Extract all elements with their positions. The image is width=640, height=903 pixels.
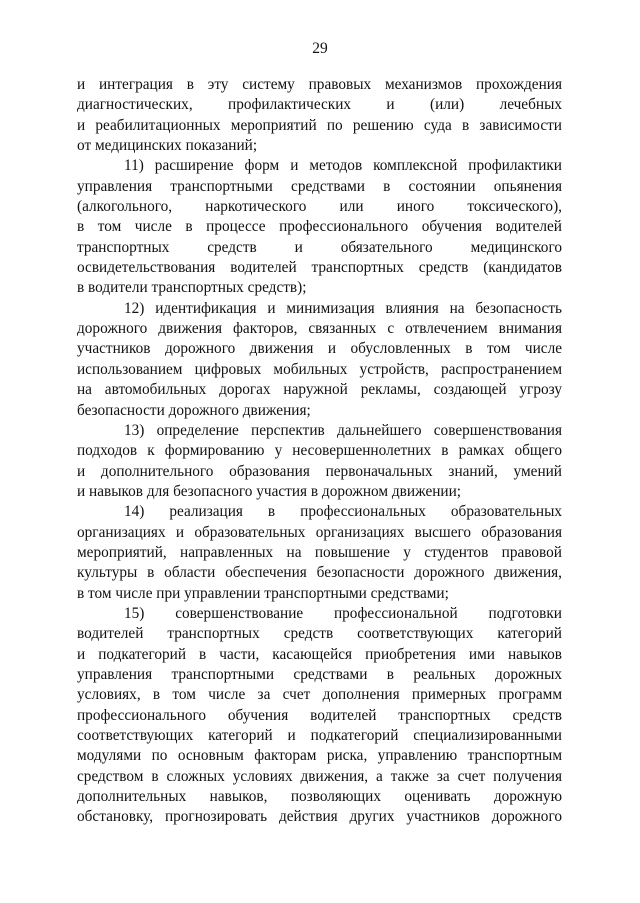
paragraph — [77, 502, 562, 604]
paragraph — [77, 75, 562, 156]
text-line: освидетельствования водителей транспортных средств (кандидатов — [77, 259, 562, 277]
text-line: и навыков для безопасного участия в дорожном движении; — [77, 482, 462, 500]
text-line: подходов к формированию у несовершеннолетних в рамках общего — [77, 442, 562, 460]
text-line: условиях, в том числе за счет дополнения примерных программ — [77, 686, 562, 704]
text-line: дополнительных навыков, позволяющих оценивать дорожную — [77, 788, 562, 806]
text-line: в том числе в процессе профессионального обучения водителей — [77, 218, 562, 236]
body-text — [77, 75, 562, 828]
text-line: безопасности дорожного движения; — [77, 401, 311, 419]
text-line: 13) определение перспектив дальнейшего совершенствования — [124, 421, 562, 439]
text-line: участников дорожного движения и обусловленных в том числе — [77, 340, 562, 358]
page-number: 29 — [312, 40, 328, 57]
text-line: в том числе при управлении транспортными средствами; — [77, 584, 449, 602]
text-line: 14) реализация в профессиональных образовательных — [124, 503, 562, 521]
text-line: 12) идентификация и минимизация влияния на безопасность — [124, 299, 562, 317]
text-line: и интеграция в эту систему правовых механизмов прохождения — [77, 76, 562, 93]
text-line: управления транспортными средствами в реальных дорожных — [77, 665, 562, 683]
text-line: соответствующих категорий и подкатегорий специализированными — [77, 727, 562, 744]
text-line: на автомобильных дорогах наружной рекламы, создающей угрозу — [77, 381, 562, 399]
text-line: мероприятий, направленных на повышение у студентов правовой — [77, 543, 562, 561]
text-line: диагностических, профилактических и (или) лечебных — [77, 96, 562, 114]
paragraph — [77, 421, 562, 502]
text-line: водителей транспортных средств соответствующих категорий — [77, 625, 562, 643]
paragraph — [77, 156, 562, 298]
text-line: профессионального обучения водителей транспортных средств — [77, 706, 562, 724]
text-line: транспортных средств и обязательного медицинского — [77, 238, 562, 256]
text-line: и дополнительного образования первоначальных знаний, умений — [77, 462, 562, 480]
text-line: обстановку, прогнозировать действия других участников дорожного — [77, 808, 562, 826]
text-line: использованием цифровых мобильных устройств, распространением — [77, 360, 562, 378]
text-line: дорожного движения факторов, связанных с отвлечением внимания — [77, 320, 562, 338]
text-line: 15) совершенствование профессиональной подготовки — [124, 604, 562, 622]
text-line: модулями по основным факторам риска, управлению транспортным — [77, 747, 562, 765]
text-line: и подкатегорий в части, касающейся приобретения ими навыков — [77, 645, 562, 663]
text-line: организациях и образовательных организациях высшего образования — [77, 523, 562, 541]
text-line: от медицинских показаний; — [77, 137, 258, 155]
paragraph — [77, 604, 562, 828]
text-line: и реабилитационных мероприятий по решению суда в зависимости — [77, 116, 562, 134]
paragraph — [77, 299, 562, 421]
text-line: в водители транспортных средств); — [77, 279, 307, 297]
text-line: (алкогольного, наркотического или иного токсического), — [77, 198, 562, 216]
text-line: средством в сложных условиях движения, а также за счет получения — [77, 767, 562, 785]
text-line: управления транспортными средствами в состоянии опьянения — [77, 177, 562, 195]
text-line: 11) расширение форм и методов комплексной профилактики — [124, 157, 562, 175]
text-line: культуры в области обеспечения безопасности дорожного движения, — [77, 564, 562, 582]
